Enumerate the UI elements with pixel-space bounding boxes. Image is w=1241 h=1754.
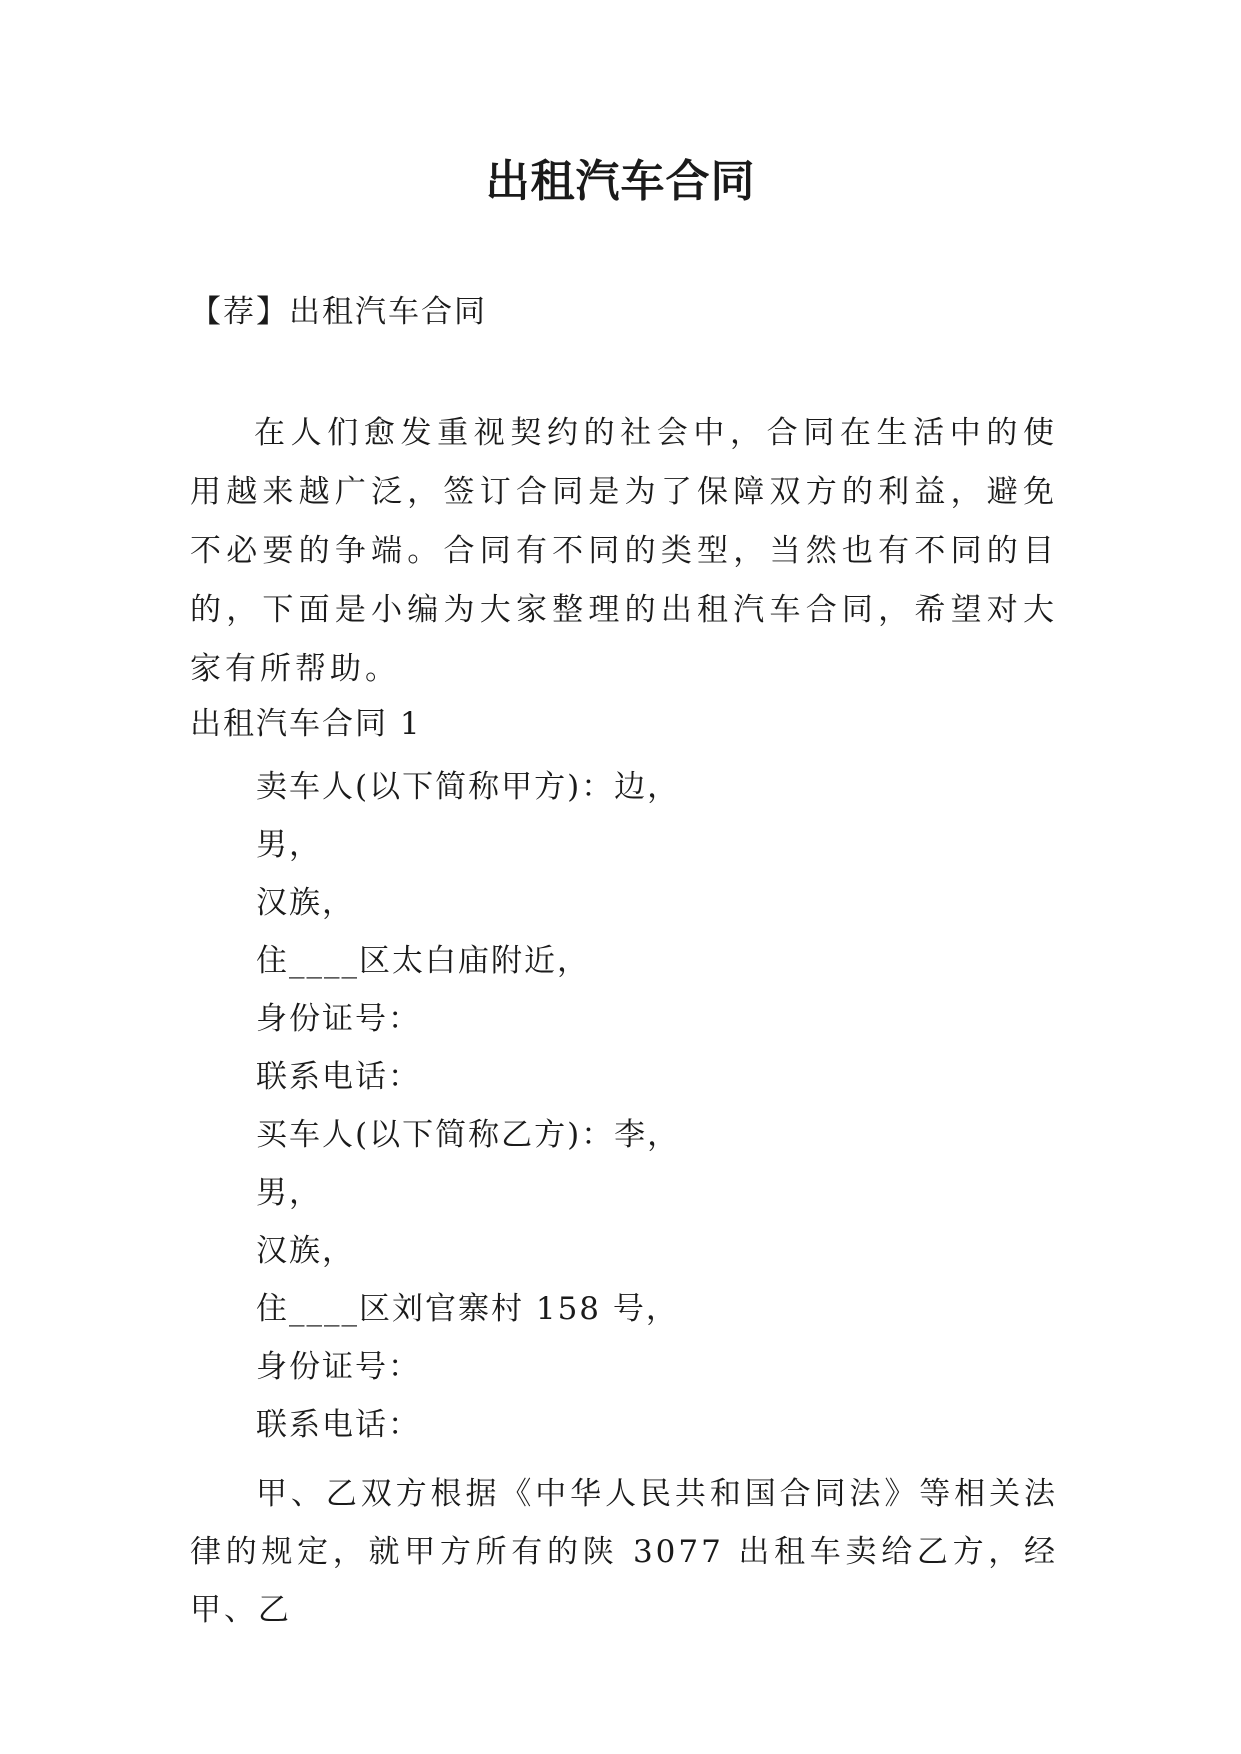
seller-phone-line: 联系电话：	[256, 1059, 421, 1095]
closing-paragraph: 甲、乙双方根据《中华人民共和国合同法》等相关法律的规定，就甲方所有的陕 3077 出租车卖给乙方，经甲、乙	[190, 1476, 1058, 1628]
buyer-gender-line: 男，	[256, 1175, 322, 1211]
buyer-phone-line: 联系电话：	[256, 1407, 421, 1443]
intro-paragraph: 在人们愈发重视契约的社会中，合同在生活中的使用越来越广泛，签订合同是为了保障双方的利益，避免不必要的争端。合同有不同的类型，当然也有不同的目的，下面是小编为大家整理的出租汽车合同，希望对大家有所帮助。	[190, 415, 1058, 687]
seller-line: 卖车人(以下简称甲方)：边，	[256, 769, 681, 805]
document-title: 出租汽车合同	[485, 156, 756, 207]
buyer-ethnicity-line: 汉族，	[256, 1233, 355, 1269]
section-heading: 出租汽车合同 1	[190, 706, 422, 742]
recommend-line: 【荐】出租汽车合同	[190, 294, 487, 330]
seller-address-line: 住____区太白庙附近，	[256, 943, 590, 979]
seller-ethnicity-line: 汉族，	[256, 885, 355, 921]
buyer-id-line: 身份证号：	[256, 1349, 421, 1385]
party-info-list	[256, 758, 680, 1454]
seller-id-line: 身份证号：	[256, 1001, 421, 1037]
buyer-line: 买车人(以下简称乙方)：李，	[256, 1117, 681, 1153]
buyer-address-line: 住____区刘官寨村 158 号，	[256, 1291, 679, 1327]
seller-gender-line: 男，	[256, 827, 322, 863]
